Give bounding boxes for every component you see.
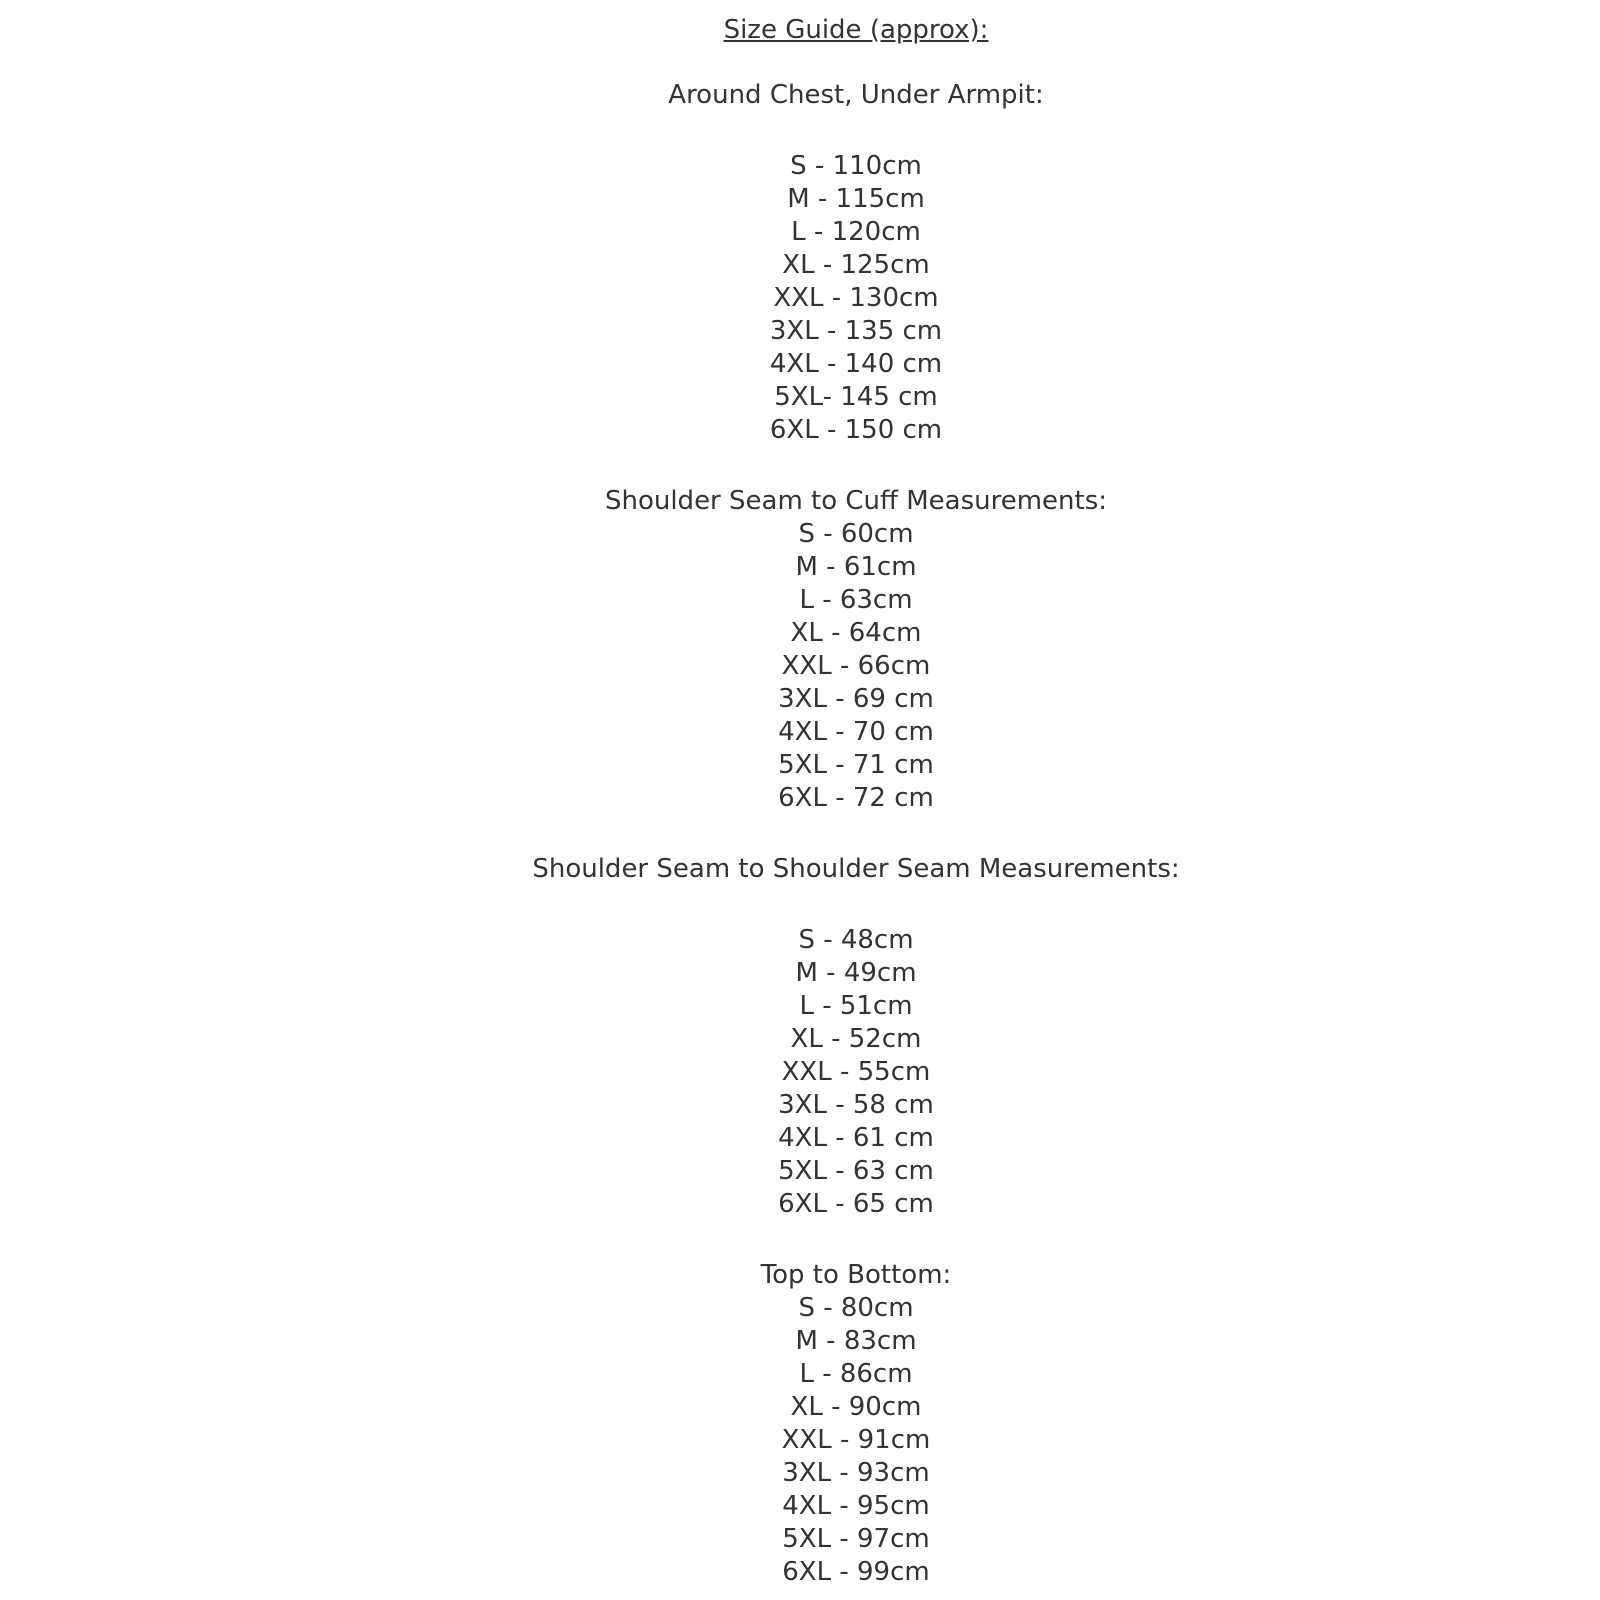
size-line: XXL - 91cm xyxy=(781,1425,931,1455)
size-line: S - 60cm xyxy=(798,519,914,549)
size-list xyxy=(112,518,1600,815)
size-line: 5XL - 71 cm xyxy=(778,750,934,780)
size-list xyxy=(112,924,1600,1221)
size-line: XL - 90cm xyxy=(790,1392,922,1422)
size-line: XXL - 66cm xyxy=(781,651,931,681)
size-line: XL - 52cm xyxy=(790,1024,922,1054)
size-line: L - 86cm xyxy=(799,1359,913,1389)
size-line: 6XL - 65 cm xyxy=(778,1189,934,1219)
size-line: XL - 125cm xyxy=(782,250,930,280)
size-list xyxy=(112,150,1600,447)
size-line: 5XL - 97cm xyxy=(782,1524,930,1554)
size-line: L - 63cm xyxy=(799,585,913,615)
size-line: 4XL - 61 cm xyxy=(778,1123,934,1153)
size-line: 4XL - 140 cm xyxy=(769,349,943,379)
size-line: 5XL - 63 cm xyxy=(778,1156,934,1186)
size-line: XXL - 55cm xyxy=(781,1057,931,1087)
size-section xyxy=(112,853,1600,1221)
section-header: Top to Bottom: xyxy=(760,1260,952,1290)
size-line: M - 61cm xyxy=(795,552,917,582)
size-section xyxy=(112,1259,1600,1589)
size-line: 4XL - 70 cm xyxy=(778,717,934,747)
size-line: XXL - 130cm xyxy=(773,283,939,313)
size-line: 6XL - 150 cm xyxy=(769,415,943,445)
size-line: 3XL - 93cm xyxy=(782,1458,930,1488)
size-line: 3XL - 58 cm xyxy=(778,1090,934,1120)
size-section xyxy=(112,485,1600,815)
section-header: Around Chest, Under Armpit: xyxy=(668,80,1044,110)
size-line: S - 80cm xyxy=(798,1293,914,1323)
size-line: M - 115cm xyxy=(787,184,925,214)
size-line: M - 83cm xyxy=(795,1326,917,1356)
page-title: Size Guide (approx): xyxy=(723,15,989,45)
section-header: Shoulder Seam to Cuff Measurements: xyxy=(604,486,1108,516)
size-line: 6XL - 72 cm xyxy=(778,783,934,813)
section-header: Shoulder Seam to Shoulder Seam Measurements: xyxy=(532,854,1180,884)
size-list xyxy=(112,1292,1600,1589)
size-line: 5XL- 145 cm xyxy=(774,382,938,412)
size-section xyxy=(112,79,1600,447)
size-line: 3XL - 135 cm xyxy=(769,316,943,346)
size-line: L - 51cm xyxy=(799,991,913,1021)
size-line: L - 120cm xyxy=(791,217,921,247)
size-line: 3XL - 69 cm xyxy=(778,684,934,714)
size-sections xyxy=(112,79,1600,1589)
size-line: S - 110cm xyxy=(790,151,922,181)
size-line: 6XL - 99cm xyxy=(782,1557,930,1587)
size-line: S - 48cm xyxy=(798,925,914,955)
size-line: M - 49cm xyxy=(795,958,917,988)
size-line: 4XL - 95cm xyxy=(782,1491,930,1521)
size-line: XL - 64cm xyxy=(790,618,922,648)
